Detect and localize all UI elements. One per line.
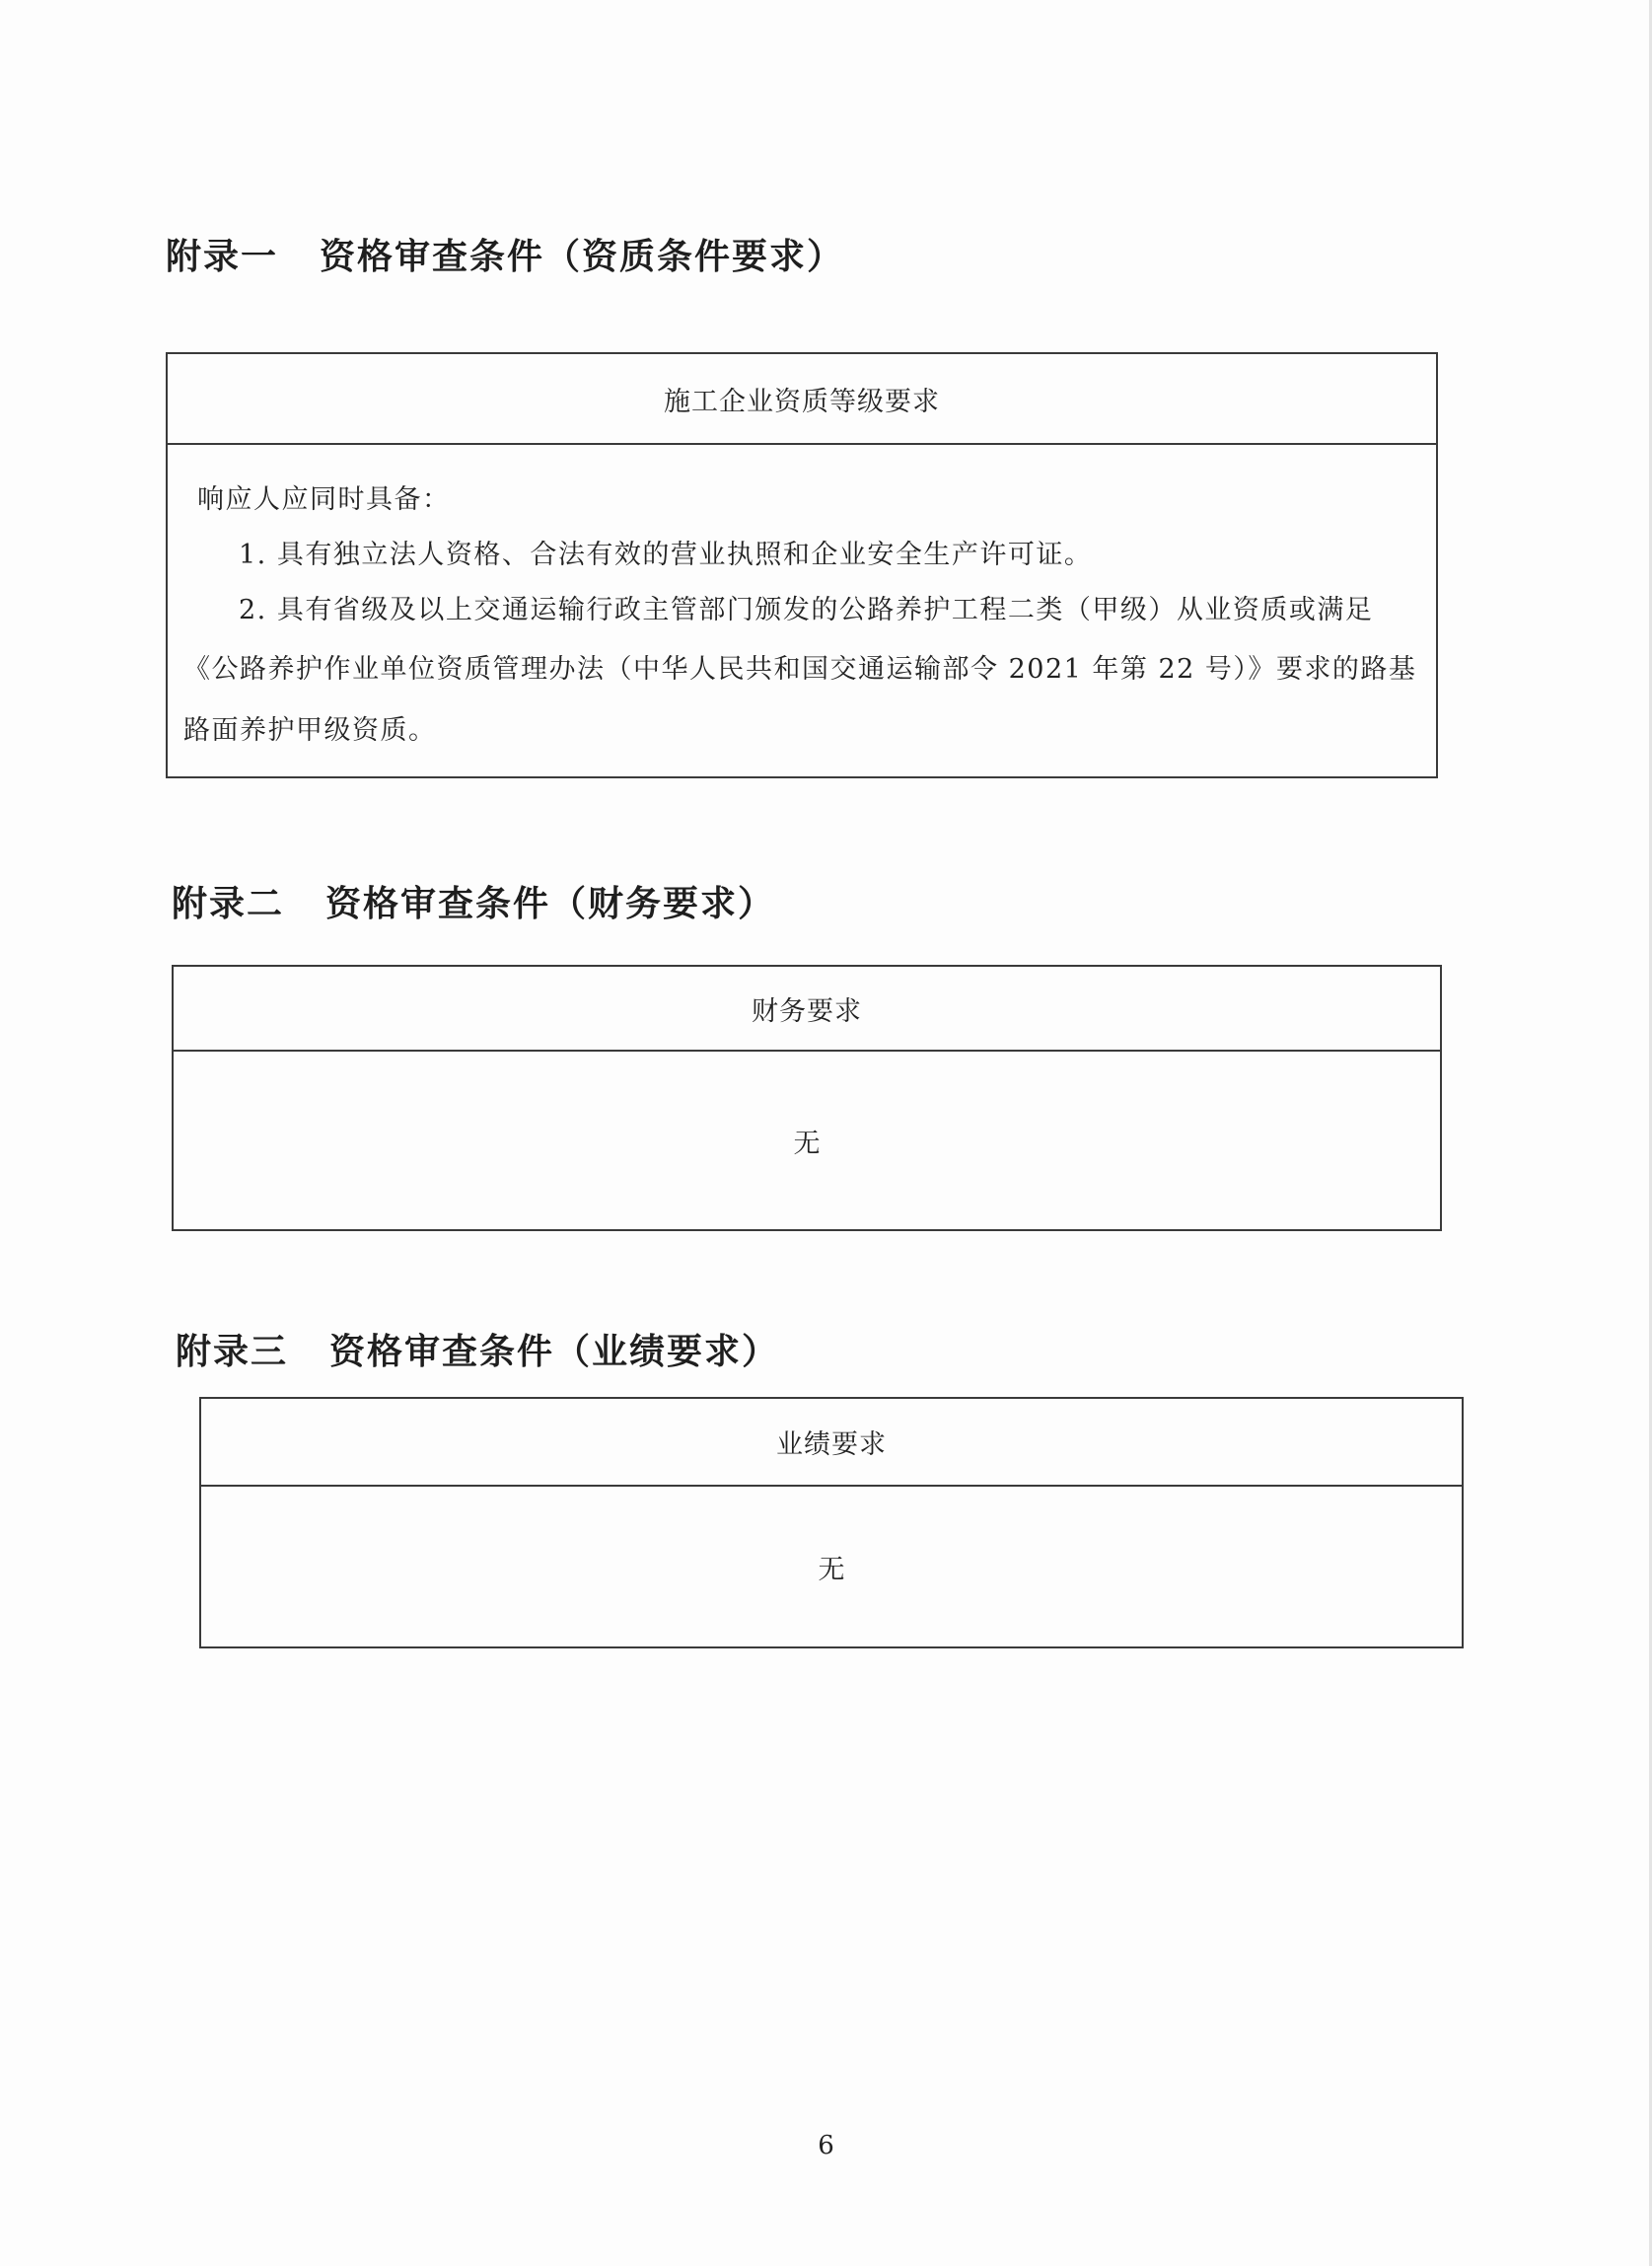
appendix3-content: 无 [818, 1554, 845, 1585]
appendix3-table-body [201, 1487, 1462, 1646]
appendix2-heading [172, 876, 775, 926]
appendix2-table-header: 财务要求 [174, 967, 1440, 1052]
appendix3-table-header: 业绩要求 [201, 1399, 1462, 1487]
appendix1-item1: 1. 具有独立法人资格、合法有效的营业执照和企业安全生产许可证。 [239, 540, 1093, 570]
appendix1-heading-title: 资格审查条件（资质条件要求） [320, 237, 845, 277]
appendix3-heading-prefix: 附录三 [176, 1332, 289, 1372]
appendix3-heading [176, 1324, 779, 1374]
appendix1-intro: 响应人应同时具备： [197, 484, 451, 515]
appendix1-heading-prefix: 附录一 [166, 237, 279, 277]
appendix2-content: 无 [793, 1128, 821, 1159]
appendix2-heading-prefix: 附录二 [172, 884, 285, 924]
appendix2-table [172, 965, 1442, 1231]
appendix3-table [199, 1397, 1464, 1648]
appendix2-table-body [174, 1052, 1440, 1229]
appendix1-heading [166, 229, 844, 279]
page-number: 6 [818, 2131, 834, 2160]
appendix1-item2-line2: 《公路养护作业单位资质管理办法（中华人民共和国交通运输部令 2021 年第 22 号）》要求的路基 [183, 654, 1417, 685]
appendix2-heading-title: 资格审查条件（财务要求） [325, 884, 776, 924]
appendix1-item2-line1: 2. 具有省级及以上交通运输行政主管部门颁发的公路养护工程二类（甲级）从业资质或满足 [239, 595, 1374, 625]
appendix1-table-header: 施工企业资质等级要求 [168, 354, 1436, 445]
appendix3-heading-title: 资格审查条件（业绩要求） [329, 1332, 780, 1372]
appendix1-item2-line3: 路面养护甲级资质。 [183, 715, 437, 746]
